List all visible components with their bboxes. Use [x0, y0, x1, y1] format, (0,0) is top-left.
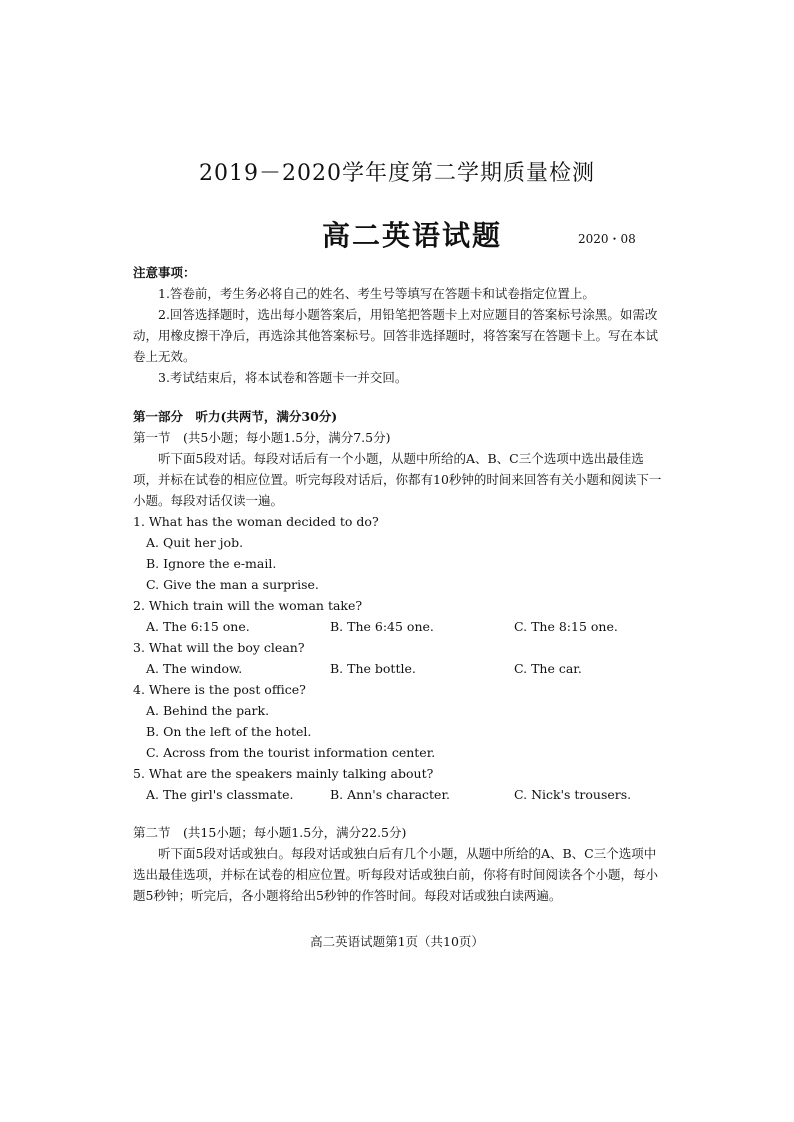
question-5-option-a: A. The girl's classmate.	[146, 787, 294, 802]
question-3-option-a: A. The window.	[146, 661, 243, 676]
notice-item-1: 1.答卷前，考生务必将自己的姓名、考生号等填写在答题卡和试卷指定位置上。	[158, 286, 595, 301]
notice-item-3: 3.考试结束后，将本试卷和答题卡一并交回。	[158, 370, 408, 385]
exam-title: 2019－2020学年度第二学期质量检测	[199, 161, 595, 186]
question-2-option-b: B. The 6:45 one.	[330, 619, 434, 634]
exam-subject-title: 高二英语试题	[322, 219, 503, 252]
question-3-stem: 3. What will the boy clean?	[133, 640, 305, 655]
question-1-option-c: C. Give the man a surprise.	[146, 577, 319, 592]
question-4-option-c: C. Across from the tourist information center.	[146, 745, 436, 760]
question-2-stem: 2. Which train will the woman take?	[133, 598, 363, 613]
section1-heading: 第一节 (共5小题；每小题1.5分，满分7.5分)	[133, 430, 391, 445]
exam-date: 2020・08	[578, 232, 636, 246]
question-1-stem: 1. What has the woman decided to do?	[133, 514, 379, 529]
question-5-options	[133, 784, 667, 805]
question-4-stem: 4. Where is the post office?	[133, 682, 306, 697]
section2-instructions: 听下面5段对话或独白。每段对话或独白后有几个小题，从题中所给的A、B、C三个选项中选出最佳选项，并标在试卷的相应位置。听每段对话或独白前，你将有时间阅读各个小题，每小题5秒钟；听完后，各小题将给出5秒钟的作答时间。每段对话或独白读两遍。	[133, 846, 659, 903]
question-5-stem: 5. What are the speakers mainly talking about?	[133, 766, 434, 781]
question-2-option-a: A. The 6:15 one.	[146, 619, 250, 634]
question-5-option-c: C. Nick's trousers.	[514, 787, 632, 802]
question-2-options	[133, 616, 667, 637]
section1-instructions: 听下面5段对话。每段对话后有一个小题，从题中所给的A、B、C三个选项中选出最佳选项，并标在试卷的相应位置。听完每段对话后，你都有10秒钟的时间来回答有关小题和阅读下一小题。每段对话仅读一遍。	[133, 451, 662, 508]
question-3-option-b: B. The bottle.	[330, 661, 416, 676]
question-4-option-a: A. Behind the park.	[146, 703, 270, 718]
notice-heading: 注意事项：	[133, 265, 196, 280]
question-3-option-c: C. The car.	[514, 661, 582, 676]
question-2-option-c: C. The 8:15 one.	[514, 619, 618, 634]
question-4-option-b: B. On the left of the hotel.	[146, 724, 312, 739]
page-footer: 高二英语试题第1页（共10页）	[310, 934, 484, 949]
question-5-option-b: B. Ann's character.	[330, 787, 451, 802]
notice-item-2: 2.回答选择题时，选出每小题答案后，用铅笔把答题卡上对应题目的答案标号涂黑。如需改动，用橡皮擦干净后，再选涂其他答案标号。回答非选择题时，将答案写在答题卡上。写在本试卷上无效。	[133, 307, 659, 364]
question-3-options	[133, 658, 667, 679]
part1-heading: 第一部分 听力(共两节，满分30分)	[133, 409, 338, 424]
section2	[133, 822, 667, 906]
part1-section	[133, 406, 667, 805]
question-1-option-b: B. Ignore the e-mail.	[146, 556, 277, 571]
notice-section	[133, 262, 667, 388]
section2-heading: 第二节 (共15小题；每小题1.5分，满分22.5分)	[133, 825, 407, 840]
question-1-option-a: A. Quit her job.	[146, 535, 244, 550]
